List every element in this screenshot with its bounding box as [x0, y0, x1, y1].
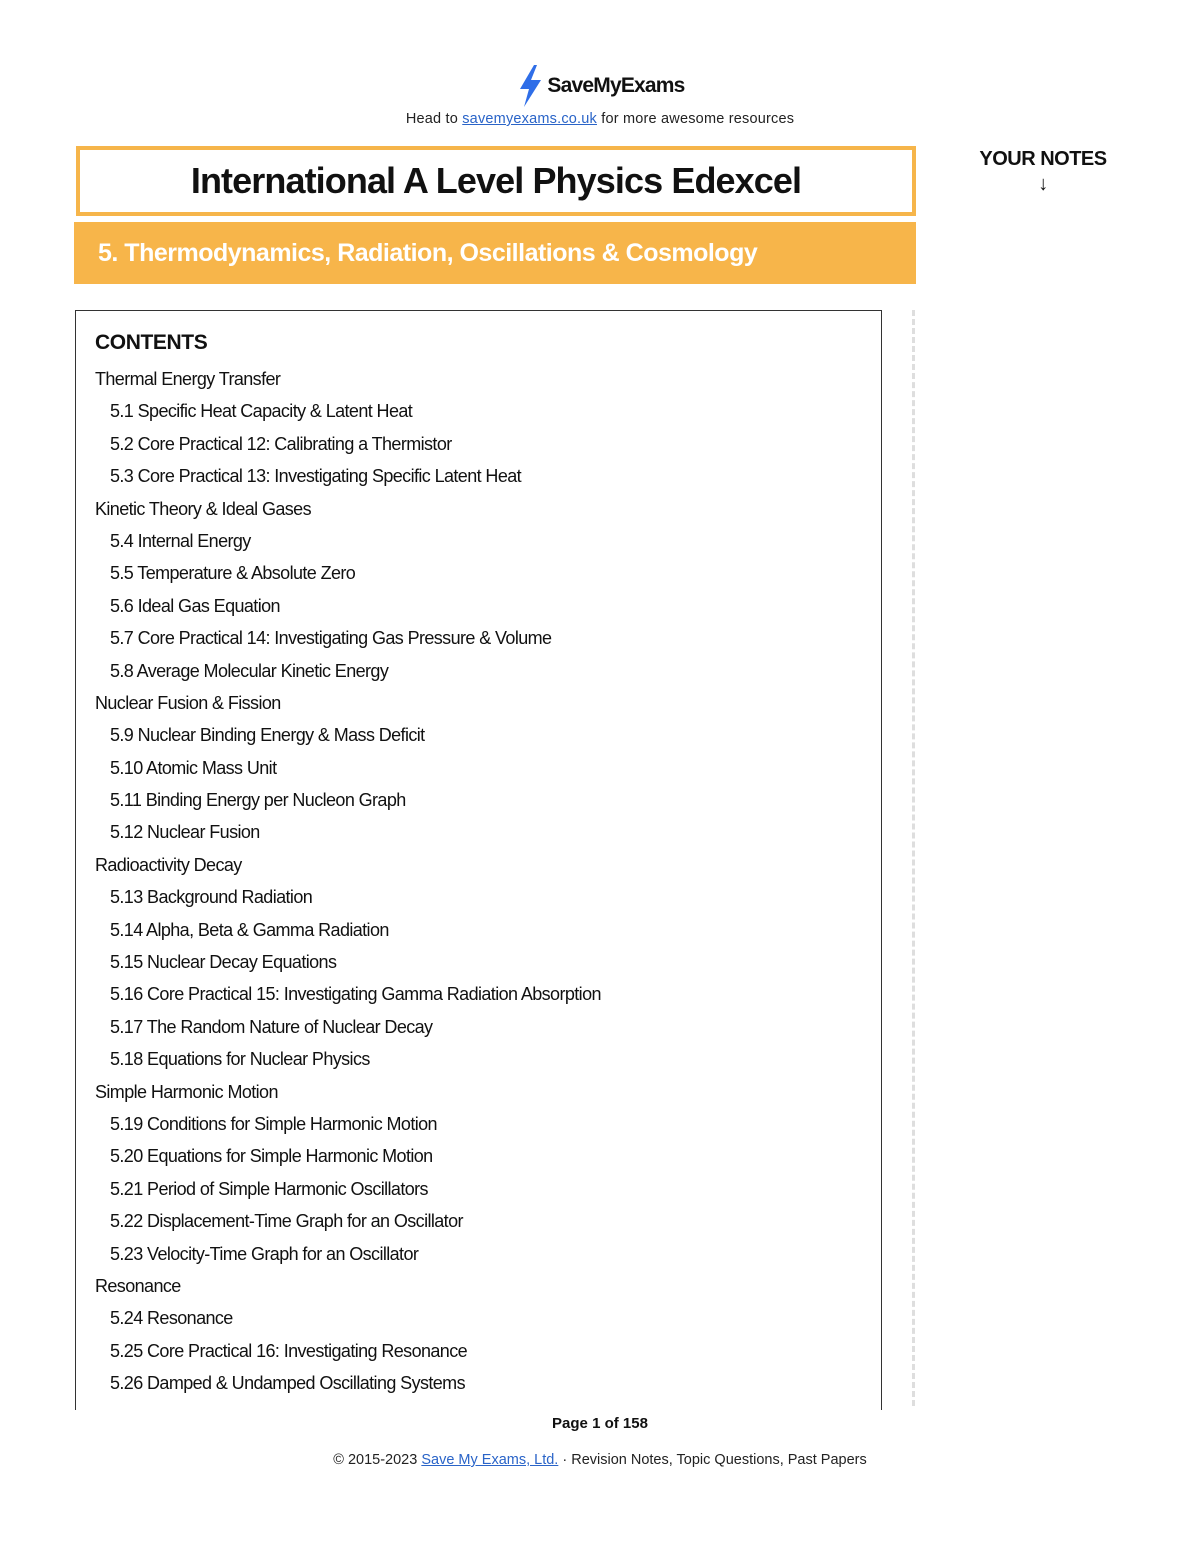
tagline-link[interactable]: savemyexams.co.uk	[462, 111, 597, 127]
toc-entry[interactable]: 5.23 Velocity-Time Graph for an Oscillator	[110, 1243, 419, 1264]
title-box	[76, 146, 916, 216]
footer-link[interactable]: Save My Exams, Ltd.	[421, 1452, 559, 1468]
toc-entry[interactable]: 5.2 Core Practical 12: Calibrating a Thermistor	[110, 433, 452, 454]
brand-name: SaveMyExams	[547, 74, 685, 97]
toc-entry[interactable]: 5.1 Specific Heat Capacity & Latent Heat	[110, 401, 413, 422]
toc-entry[interactable]: 5.17 The Random Nature of Nuclear Decay	[110, 1016, 433, 1037]
toc-section[interactable]: Radioactivity Decay	[95, 854, 242, 875]
toc-entry[interactable]: 5.11 Binding Energy per Nucleon Graph	[110, 790, 406, 811]
toc-entry[interactable]: 5.13 Background Radiation	[110, 887, 313, 908]
lightning-bolt-icon	[515, 64, 545, 108]
notes-divider	[912, 310, 915, 1406]
toc-entry[interactable]: 5.24 Resonance	[110, 1308, 233, 1329]
your-notes-label: YOUR NOTES	[979, 148, 1107, 170]
your-notes-header	[968, 148, 1118, 196]
toc-section[interactable]: Resonance	[95, 1275, 181, 1296]
contents-box	[75, 310, 882, 1410]
toc-entry[interactable]: 5.22 Displacement-Time Graph for an Oscillator	[110, 1211, 463, 1232]
toc-section[interactable]: Kinetic Theory & Ideal Gases	[95, 498, 311, 519]
footer-prefix: © 2015-2023	[333, 1452, 422, 1468]
toc-entry[interactable]: 5.15 Nuclear Decay Equations	[110, 952, 337, 973]
document-title: International A Level Physics Edexcel	[190, 160, 802, 201]
toc-entry[interactable]: 5.5 Temperature & Absolute Zero	[110, 563, 356, 584]
toc-entry[interactable]: 5.14 Alpha, Beta & Gamma Radiation	[110, 919, 389, 940]
table-of-contents	[95, 367, 601, 1404]
contents-heading: CONTENTS	[95, 331, 208, 354]
arrow-down-icon: ↓	[1038, 173, 1048, 195]
logo[interactable]	[0, 64, 1200, 113]
toc-entry[interactable]: 5.9 Nuclear Binding Energy & Mass Deficit	[110, 725, 425, 746]
tagline-suffix: for more awesome resources	[596, 111, 795, 127]
toc-section[interactable]: Nuclear Fusion & Fission	[95, 692, 281, 713]
topic-banner	[74, 222, 916, 284]
toc-entry[interactable]: 5.21 Period of Simple Harmonic Oscillators	[110, 1178, 428, 1199]
toc-entry[interactable]: 5.16 Core Practical 15: Investigating Gamma Radiation Absorption	[110, 984, 601, 1005]
tagline	[0, 111, 1200, 127]
toc-entry[interactable]: 5.20 Equations for Simple Harmonic Motion	[110, 1146, 433, 1167]
toc-entry[interactable]: 5.12 Nuclear Fusion	[110, 822, 260, 843]
footer	[0, 1452, 1200, 1468]
toc-entry[interactable]: 5.25 Core Practical 16: Investigating Resonance	[110, 1340, 468, 1361]
toc-entry[interactable]: 5.26 Damped & Undamped Oscillating Systems	[110, 1373, 465, 1394]
tagline-prefix: Head to	[405, 111, 463, 127]
topic-title: 5. Thermodynamics, Radiation, Oscillations & Cosmology	[98, 238, 758, 267]
toc-section[interactable]: Simple Harmonic Motion	[95, 1081, 278, 1102]
toc-entry[interactable]: 5.6 Ideal Gas Equation	[110, 595, 280, 616]
toc-entry[interactable]: 5.18 Equations for Nuclear Physics	[110, 1049, 370, 1070]
page-number: Page 1 of 158	[552, 1415, 648, 1432]
toc-entry[interactable]: 5.3 Core Practical 13: Investigating Specific Latent Heat	[110, 466, 522, 487]
toc-section[interactable]: Thermal Energy Transfer	[95, 369, 281, 389]
toc-entry[interactable]: 5.10 Atomic Mass Unit	[110, 757, 277, 778]
toc-entry[interactable]: 5.19 Conditions for Simple Harmonic Motion	[110, 1113, 437, 1134]
footer-suffix: · Revision Notes, Topic Questions, Past Papers	[558, 1452, 867, 1468]
toc-entry[interactable]: 5.8 Average Molecular Kinetic Energy	[110, 660, 389, 681]
toc-entry[interactable]: 5.7 Core Practical 14: Investigating Gas Pressure & Volume	[110, 628, 552, 649]
toc-entry[interactable]: 5.4 Internal Energy	[110, 530, 251, 551]
